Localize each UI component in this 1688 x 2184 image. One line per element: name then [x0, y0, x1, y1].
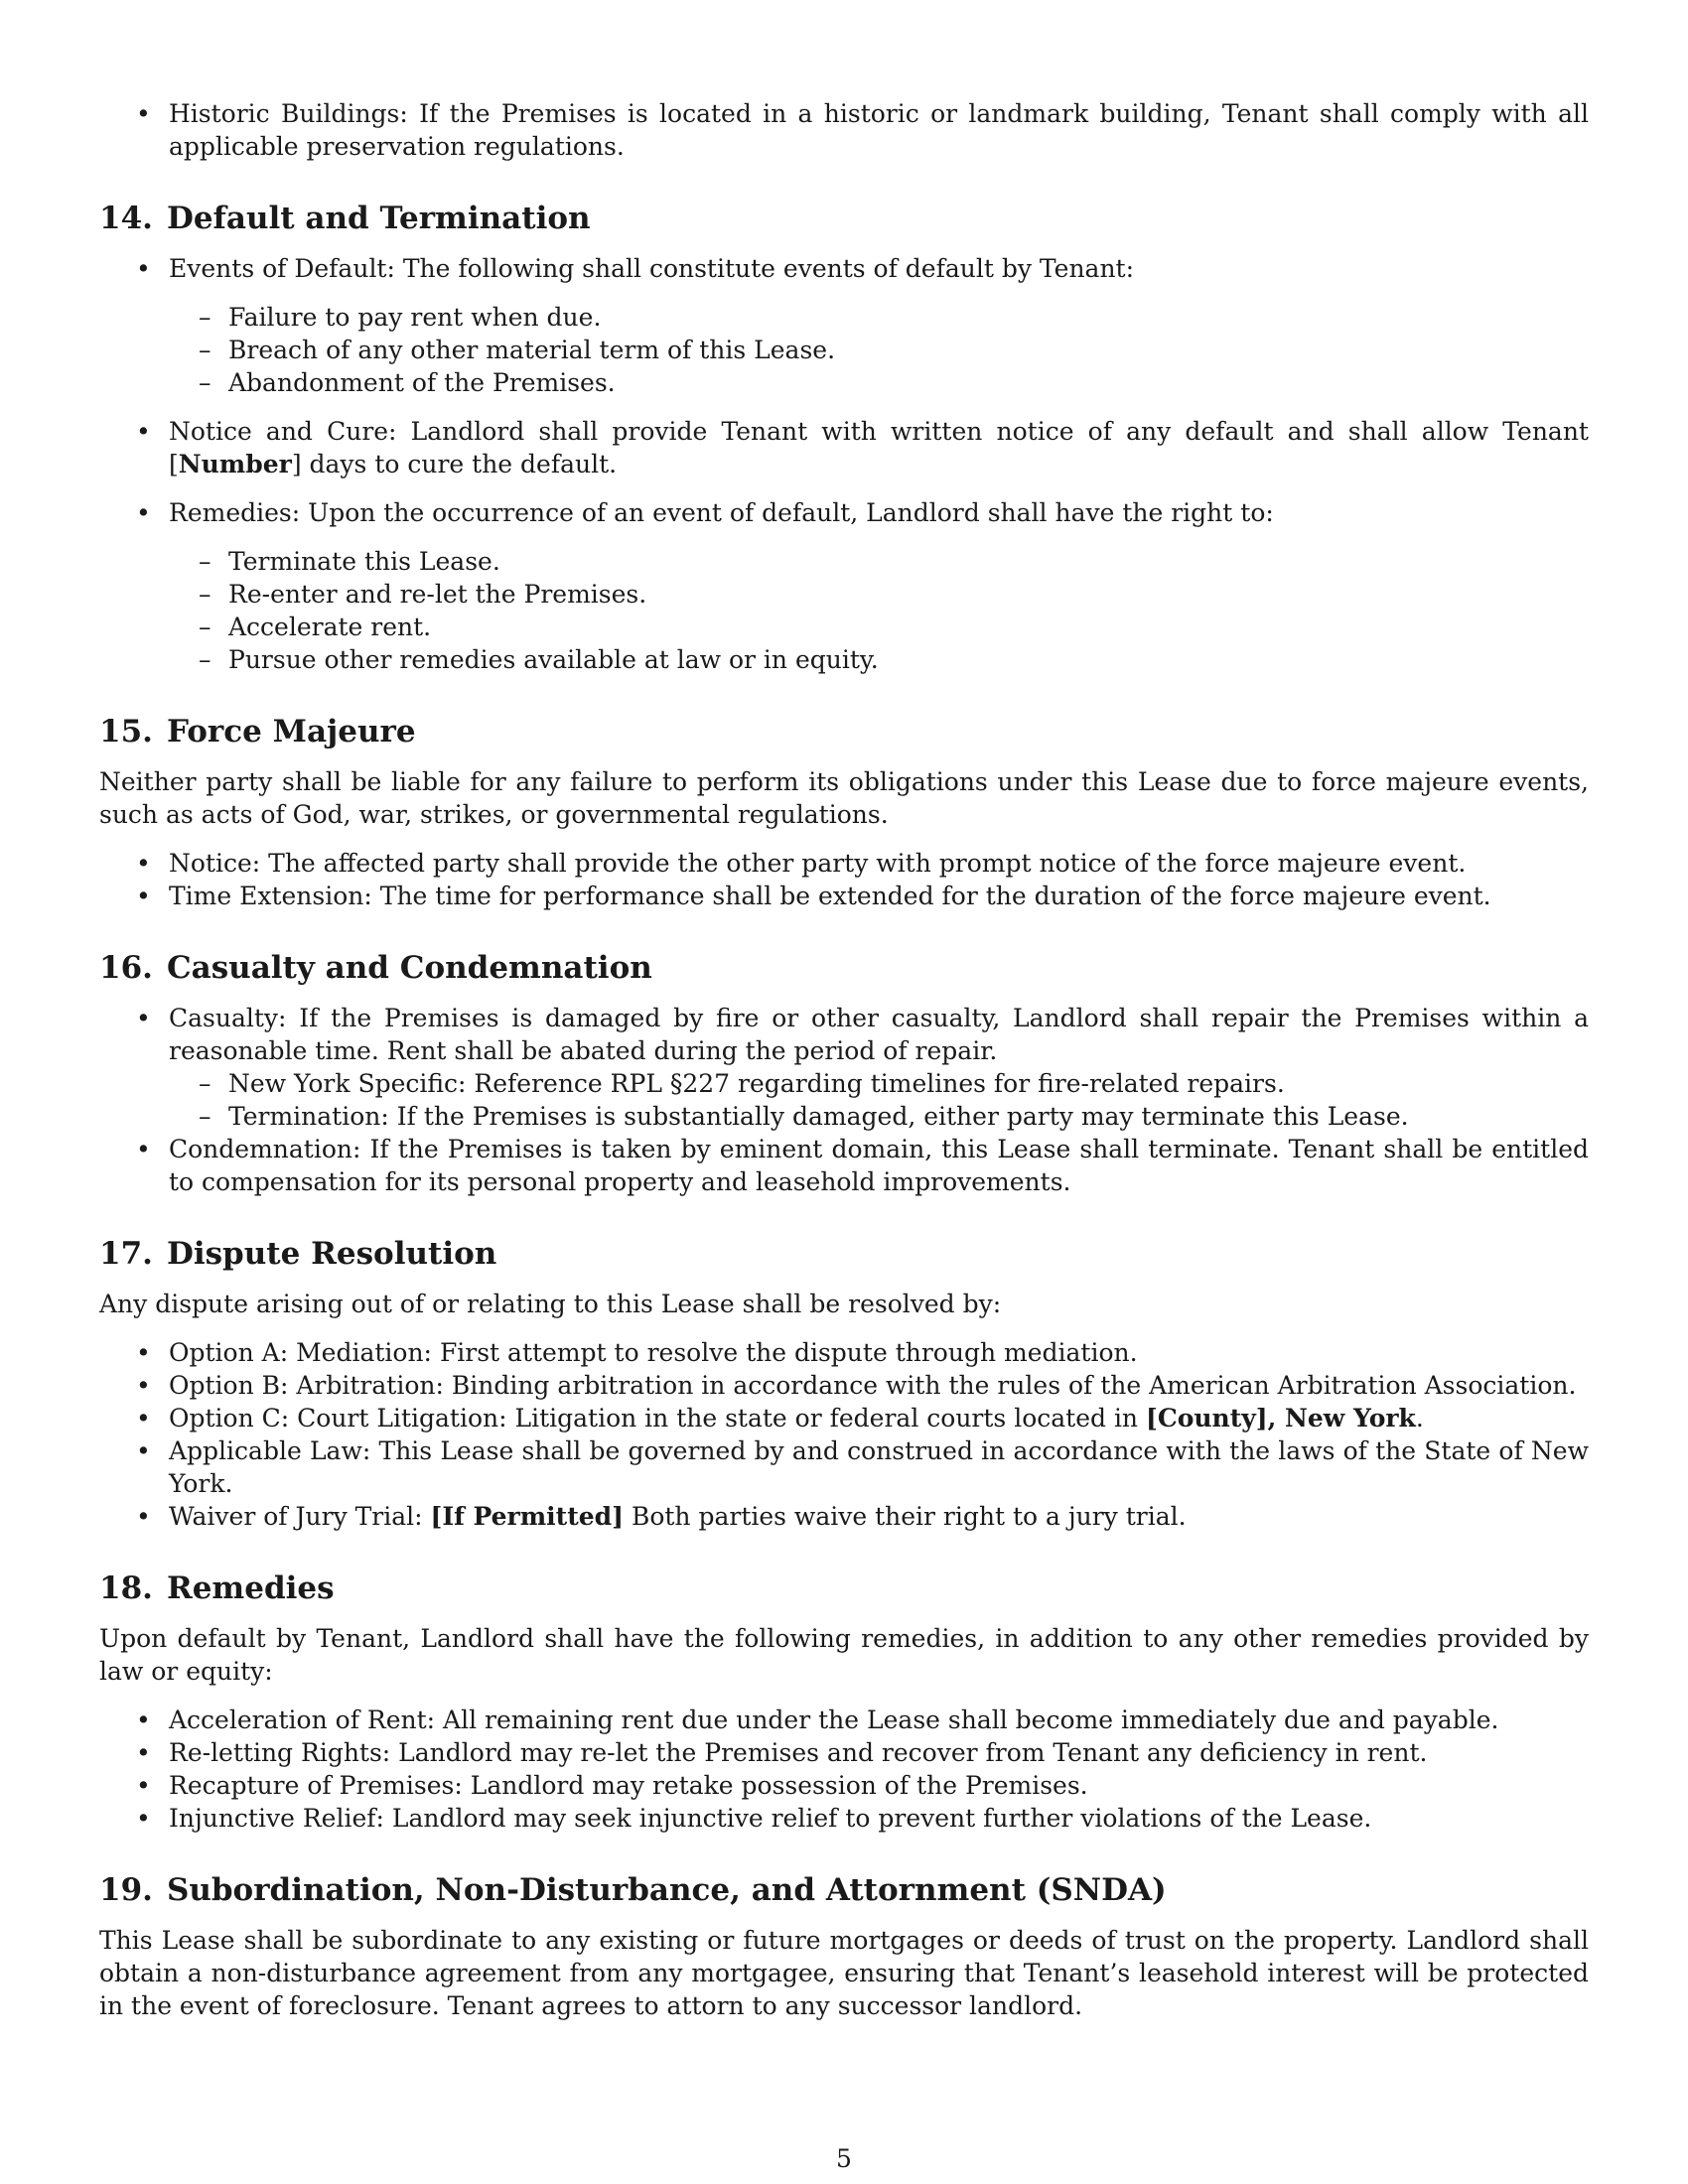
item-label: Casualty:: [169, 1004, 287, 1032]
sublist-item: [169, 1100, 1589, 1133]
item-label: Historic Buildings:: [169, 99, 408, 128]
item-text: Landlord may seek injunctive relief to prevent further violations of the Lease.: [391, 1804, 1372, 1833]
page-number: 5: [836, 2144, 852, 2173]
placeholder-if-permitted: [If Permitted]: [430, 1502, 624, 1531]
placeholder-county: [County], New York: [1145, 1404, 1416, 1433]
section-title: Dispute Resolution: [166, 1236, 497, 1272]
section-number: 18.: [99, 1570, 153, 1606]
sublist-item: – Breach of any other material term of this Lease.: [169, 334, 1589, 366]
section-heading-18: [99, 1569, 1589, 1608]
item-text: The time for performance shall be extended for the duration of the force majeure event.: [379, 882, 1491, 910]
item-text: The following shall constitute events of default by Tenant:: [402, 254, 1135, 283]
list-item: [99, 1704, 1589, 1736]
item-text: Landlord may re-let the Premises and recover from Tenant any deficiency in rent.: [398, 1738, 1428, 1767]
item-label: Re-letting Rights:: [169, 1738, 391, 1767]
casualty-condemnation-list: [99, 1002, 1589, 1198]
item-text: Landlord shall provide Tenant with written notice of any default and shall allow Tenant [: [169, 417, 1589, 478]
section-number: 16.: [99, 950, 153, 986]
section-heading-16: [99, 948, 1589, 988]
list-item-applicable-law: [99, 1434, 1589, 1500]
item-text: Landlord may retake possession of the Premises.: [470, 1771, 1088, 1800]
section-title: Force Majeure: [166, 714, 416, 750]
item-label: Termination:: [228, 1102, 389, 1131]
section-heading-15: [99, 712, 1589, 751]
snda-paragraph: This Lease shall be subordinate to any existing or future mortgages or deeds of trust on the property. Landlord shall obtain a non-disturbance agreement from any mortgagee, ensuring that Tenant’s leasehold interest will be protected in the event of foreclosure. Tenant agrees to attorn to any successor landlord.: [99, 1926, 1589, 2020]
force-majeure-list: [99, 847, 1589, 912]
item-text: ] days to cure the default.: [291, 450, 618, 478]
list-item-historic-buildings: [99, 97, 1589, 163]
default-termination-list: [99, 252, 1589, 676]
item-text: Litigation in the state or federal courts located in: [514, 1404, 1146, 1433]
item-text: This Lease shall be governed by and construed in accordance with the laws of the State of New York.: [169, 1436, 1589, 1498]
item-label: Recapture of Premises:: [169, 1771, 463, 1800]
list-item-condemnation: [99, 1133, 1589, 1198]
list-item-option-c: [99, 1402, 1589, 1434]
document-body: [99, 97, 1589, 2038]
item-label: New York Specific:: [228, 1069, 467, 1098]
remedies-paragraph: Upon default by Tenant, Landlord shall have the following remedies, in addition to any other remedies provided by law or equity:: [99, 1624, 1589, 1686]
section-number: 19.: [99, 1872, 153, 1908]
section-title: Remedies: [166, 1570, 335, 1606]
item-label: Option B: Arbitration:: [169, 1371, 444, 1400]
item-label: Condemnation:: [169, 1135, 361, 1163]
item-label: Option C: Court Litigation:: [169, 1404, 507, 1433]
sublist-item: – Pursue other remedies available at law or in equity.: [169, 643, 1589, 676]
item-text: If the Premises is substantially damaged, either party may terminate this Lease.: [396, 1102, 1409, 1131]
section-title: Subordination, Non-Disturbance, and Attornment (SNDA): [166, 1872, 1167, 1908]
list-item: [99, 847, 1589, 880]
item-label: Acceleration of Rent:: [169, 1706, 436, 1734]
list-item-jury-waiver: [99, 1500, 1589, 1533]
item-text: If the Premises is damaged by fire or other casualty, Landlord shall repair the Premises within a reasonable time. Rent shall be abated during the period of repair.: [169, 1004, 1589, 1065]
item-text: Reference RPL §227 regarding timelines for fire-related repairs.: [474, 1069, 1285, 1098]
sublist-item: – Terminate this Lease.: [169, 545, 1589, 578]
list-item-events-of-default: [99, 252, 1589, 399]
historic-buildings-list: [99, 97, 1589, 163]
section-number: 17.: [99, 1236, 153, 1272]
item-text: If the Premises is taken by eminent domain, this Lease shall terminate. Tenant shall be entitled to compensation for its personal property and leasehold improvements.: [169, 1135, 1589, 1196]
item-text: Binding arbitration in accordance with the rules of the American Arbitration Association.: [451, 1371, 1577, 1400]
list-item: [99, 1802, 1589, 1835]
casualty-sublist: [169, 1067, 1589, 1133]
remedies-list: [99, 1704, 1589, 1835]
sublist-item: – Re-enter and re-let the Premises.: [169, 578, 1589, 611]
item-label: Option A: Mediation:: [169, 1338, 432, 1367]
section-number: 14.: [99, 201, 153, 236]
item-text: The affected party shall provide the other party with prompt notice of the force majeure event.: [268, 849, 1467, 878]
section-heading-19: [99, 1870, 1589, 1910]
sublist-item: – Failure to pay rent when due.: [169, 301, 1589, 334]
item-text: If the Premises is located in a historic or landmark building, Tenant shall comply with all applicable preservation regulations.: [169, 99, 1589, 161]
force-majeure-paragraph: Neither party shall be liable for any failure to perform its obligations under this Lease due to force majeure events, such as acts of God, war, strikes, or governmental regulations.: [99, 767, 1589, 829]
item-text: .: [1415, 1404, 1424, 1433]
item-text: First attempt to resolve the dispute through mediation.: [439, 1338, 1138, 1367]
item-text: Upon the occurrence of an event of default, Landlord shall have the right to:: [308, 498, 1274, 527]
item-label: Notice and Cure:: [169, 417, 397, 446]
section-title: Casualty and Condemnation: [166, 950, 652, 986]
list-item-notice-and-cure: [99, 415, 1589, 480]
list-item: [99, 1769, 1589, 1802]
item-label: Notice:: [169, 849, 261, 878]
remedies-sublist: [169, 545, 1589, 676]
list-item-casualty: [99, 1002, 1589, 1133]
item-label: Time Extension:: [169, 882, 372, 910]
item-label: Waiver of Jury Trial:: [169, 1502, 423, 1531]
dispute-resolution-list: [99, 1336, 1589, 1533]
list-item: [99, 1736, 1589, 1769]
placeholder-number: Number: [178, 450, 292, 478]
sublist-item: – Accelerate rent.: [169, 611, 1589, 643]
events-of-default-sublist: [169, 301, 1589, 399]
item-text: Both parties waive their right to a jury trial.: [624, 1502, 1187, 1531]
list-item-remedies: [99, 496, 1589, 676]
list-item-option-a: [99, 1336, 1589, 1369]
item-label: Applicable Law:: [169, 1436, 371, 1465]
section-heading-17: [99, 1234, 1589, 1274]
item-label: Events of Default:: [169, 254, 395, 283]
section-heading-14: [99, 199, 1589, 238]
item-label: Remedies:: [169, 498, 301, 527]
sublist-item: [169, 1067, 1589, 1100]
list-item: [99, 880, 1589, 912]
sublist-item: – Abandonment of the Premises.: [169, 366, 1589, 399]
dispute-paragraph: Any dispute arising out of or relating to this Lease shall be resolved by:: [99, 1290, 1002, 1318]
item-label: Injunctive Relief:: [169, 1804, 384, 1833]
section-title: Default and Termination: [166, 201, 591, 236]
list-item-option-b: [99, 1369, 1589, 1402]
item-text: All remaining rent due under the Lease shall become immediately due and payable.: [443, 1706, 1499, 1734]
section-number: 15.: [99, 714, 153, 750]
